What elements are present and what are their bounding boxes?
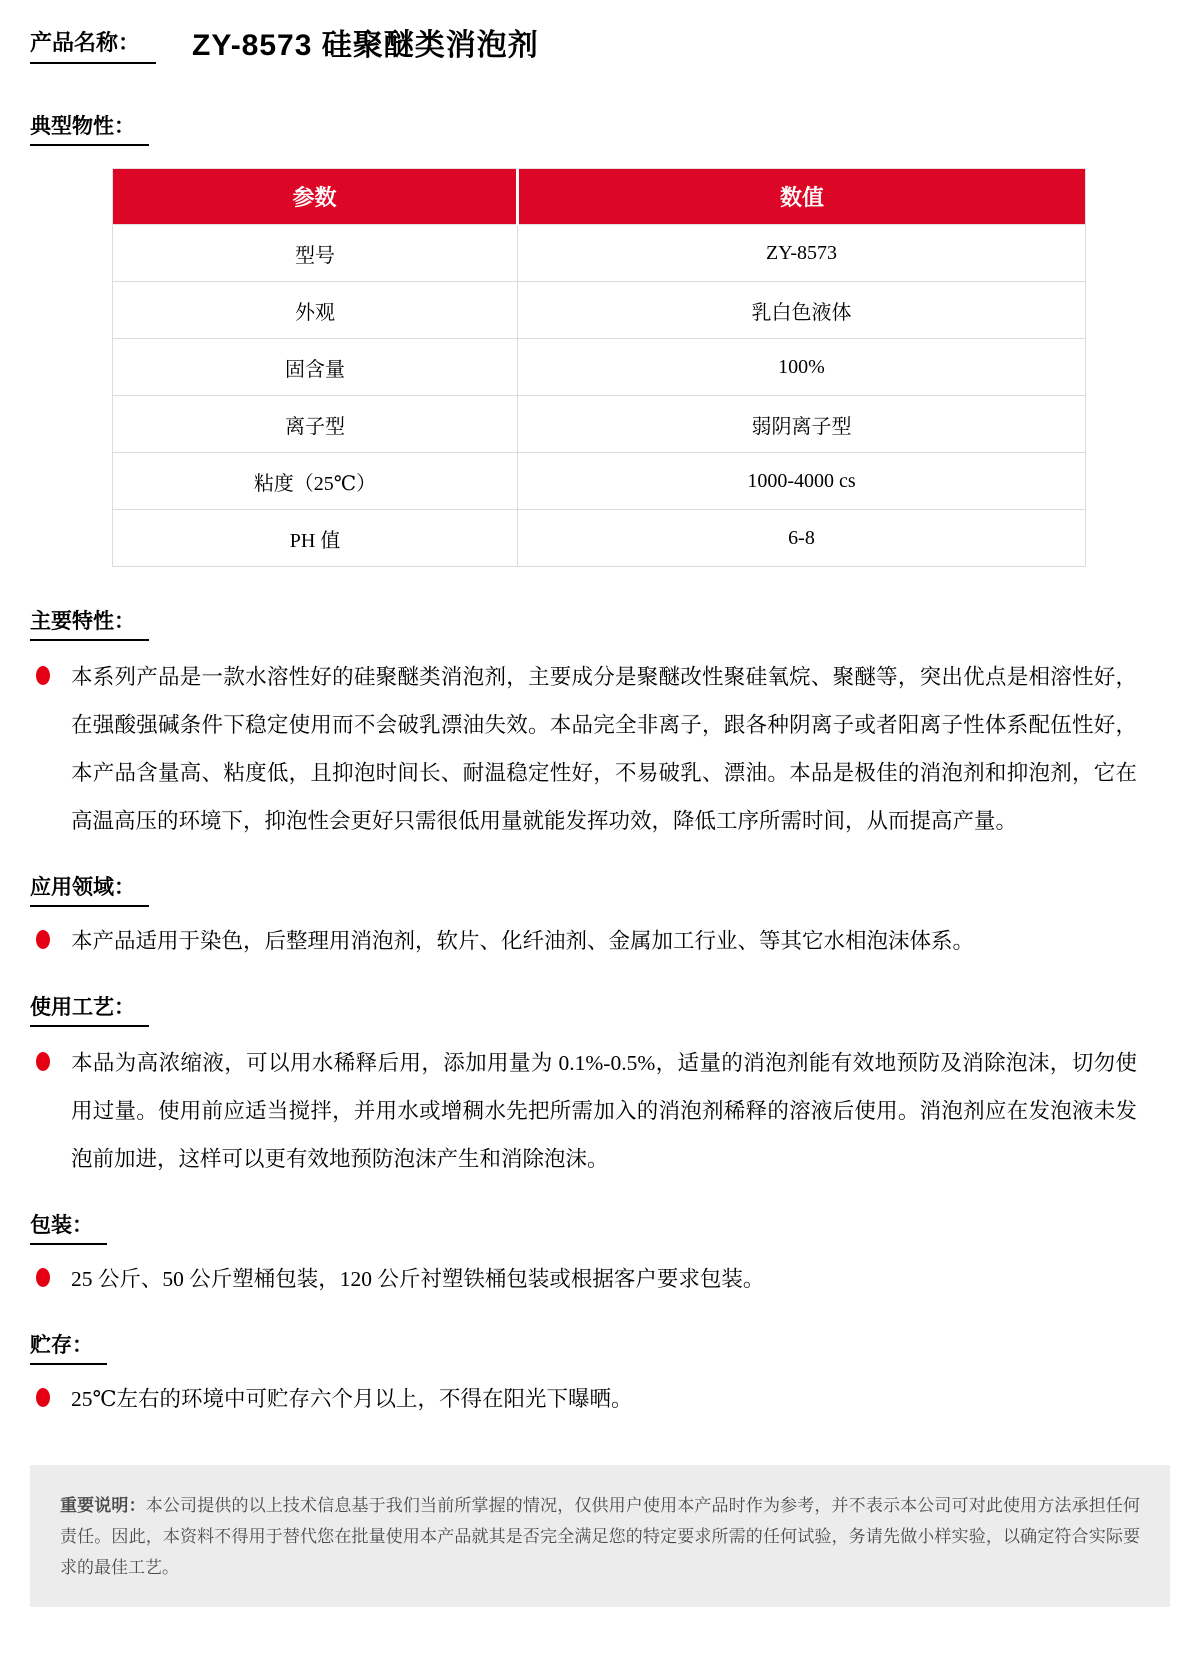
value-cell: 1000-4000 cs bbox=[518, 453, 1086, 510]
usage-text: 本品为高浓缩液，可以用水稀释后用，添加用量为 0.1%-0.5%，适量的消泡剂能有效地预防及消除泡沫，切勿使用过量。使用前应适当搅拌，并用水或增稠水先把所需加入的消泡剂稀释的溶液后使用。消泡剂应在发泡液未发泡前加进，这样可以更有效地预防泡沫产生和消除泡沫。 bbox=[71, 1051, 1137, 1171]
value-cell: 弱阴离子型 bbox=[518, 396, 1086, 453]
section-packaging bbox=[30, 1209, 1170, 1303]
bullet-icon bbox=[36, 1388, 50, 1407]
table-row bbox=[113, 396, 1086, 453]
value-cell: 乳白色液体 bbox=[518, 282, 1086, 339]
applications-text: 本产品适用于染色，后整理用消泡剂，软片、化纤油剂、金属加工行业、等其它水相泡沫体系。 bbox=[71, 929, 975, 953]
section-typical-properties bbox=[30, 110, 1170, 567]
table-row bbox=[113, 510, 1086, 567]
list-item bbox=[30, 917, 1170, 965]
table-row bbox=[113, 453, 1086, 510]
bullet-icon bbox=[36, 666, 50, 685]
notice-text: 本公司提供的以上技术信息基于我们当前所掌握的情况，仅供用户使用本产品时作为参考，并不表示本公司可对此使用方法承担任何责任。因此，本资料不得用于替代您在批量使用本产品就其是否完全满足您的特定要求所需的任何试验，务请先做小样实验，以确定符合实际要求的最佳工艺。 bbox=[60, 1496, 1141, 1577]
packaging-text: 25 公斤、50 公斤塑桶包装，120 公斤衬塑铁桶包装或根据客户要求包装。 bbox=[71, 1267, 765, 1291]
product-title: ZY-8573 硅聚醚类消泡剂 bbox=[192, 29, 539, 62]
section-applications bbox=[30, 871, 1170, 965]
param-cell: 外观 bbox=[113, 282, 518, 339]
section-features bbox=[30, 605, 1170, 845]
notice-label: 重要说明： bbox=[60, 1496, 146, 1515]
applications-heading: 应用领域： bbox=[30, 871, 149, 907]
typical-properties-heading: 典型物性： bbox=[30, 110, 149, 146]
properties-table bbox=[112, 168, 1086, 567]
value-cell: ZY-8573 bbox=[518, 225, 1086, 282]
features-heading: 主要特性： bbox=[30, 605, 149, 641]
bullet-icon bbox=[36, 930, 50, 949]
list-item bbox=[30, 1039, 1170, 1183]
param-cell: 固含量 bbox=[113, 339, 518, 396]
param-cell: 粘度（25℃） bbox=[113, 453, 518, 510]
important-notice-box bbox=[30, 1465, 1170, 1607]
param-cell: PH 值 bbox=[113, 510, 518, 567]
param-header-cell: 参数 bbox=[113, 169, 518, 225]
value-cell: 6-8 bbox=[518, 510, 1086, 567]
value-header-cell: 数值 bbox=[518, 169, 1086, 225]
bullet-icon bbox=[36, 1052, 50, 1071]
product-name-label: 产品名称： bbox=[30, 26, 156, 64]
storage-heading: 贮存： bbox=[30, 1329, 107, 1365]
bullet-icon bbox=[36, 1268, 50, 1287]
packaging-heading: 包装： bbox=[30, 1209, 107, 1245]
param-cell: 离子型 bbox=[113, 396, 518, 453]
table-row bbox=[113, 282, 1086, 339]
param-cell: 型号 bbox=[113, 225, 518, 282]
list-item bbox=[30, 1255, 1170, 1303]
list-item bbox=[30, 653, 1170, 845]
list-item bbox=[30, 1375, 1170, 1423]
table-header-row bbox=[113, 169, 1086, 225]
storage-text: 25℃左右的环境中可贮存六个月以上，不得在阳光下曝晒。 bbox=[71, 1387, 633, 1411]
section-storage bbox=[30, 1329, 1170, 1423]
doc-header bbox=[30, 26, 1170, 64]
table-row bbox=[113, 339, 1086, 396]
features-text: 本系列产品是一款水溶性好的硅聚醚类消泡剂，主要成分是聚醚改性聚硅氧烷、聚醚等，突出优点是相溶性好，在强酸强碱条件下稳定使用而不会破乳漂油失效。本品完全非离子，跟各种阴离子或者阳离子性体系配伍性好，本产品含量高、粘度低，且抑泡时间长、耐温稳定性好，不易破乳、漂油。本品是极佳的消泡剂和抑泡剂，它在高温高压的环境下，抑泡性会更好只需很低用量就能发挥功效，降低工序所需时间，从而提高产量。 bbox=[71, 665, 1137, 833]
table-row bbox=[113, 225, 1086, 282]
usage-heading: 使用工艺： bbox=[30, 991, 149, 1027]
section-usage bbox=[30, 991, 1170, 1183]
value-cell: 100% bbox=[518, 339, 1086, 396]
